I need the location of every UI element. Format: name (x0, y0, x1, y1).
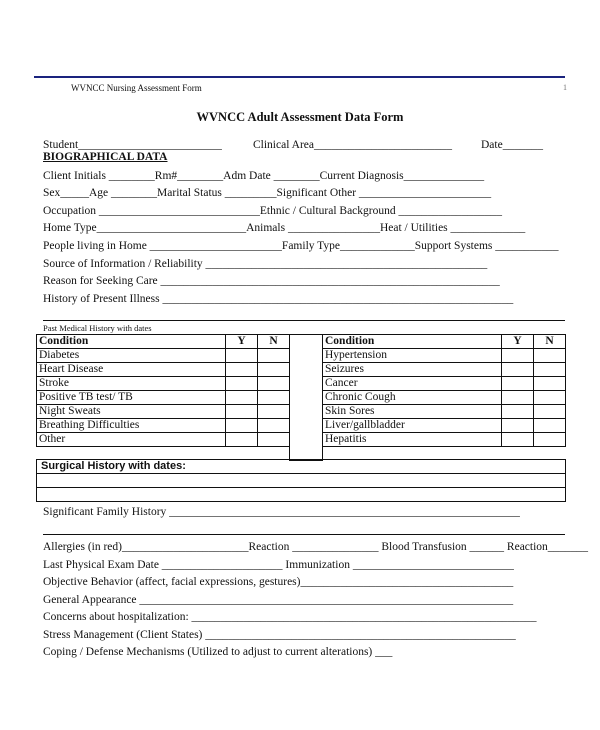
condition-cell: Stroke (37, 377, 226, 391)
medical-history-table-divider (289, 334, 323, 461)
n-checkbox[interactable] (258, 363, 290, 377)
y-checkbox[interactable] (502, 363, 534, 377)
table-row (37, 349, 290, 363)
table-row (323, 433, 566, 447)
table-row (37, 363, 290, 377)
home-type-row[interactable]: Home Type__________________________Animals ________________Heat / Utilities _____________ (43, 222, 526, 234)
y-checkbox[interactable] (502, 433, 534, 447)
surgical-history-table (36, 459, 566, 502)
table-row (37, 391, 290, 405)
surgical-history-label: Surgical History with dates: (37, 460, 566, 474)
table-row (37, 488, 566, 502)
header-rule (34, 76, 565, 78)
table-row (323, 391, 566, 405)
condition-cell: Night Sweats (37, 405, 226, 419)
y-checkbox[interactable] (226, 433, 258, 447)
n-checkbox[interactable] (534, 433, 566, 447)
n-checkbox[interactable] (534, 363, 566, 377)
coping-row[interactable]: Coping / Defense Mechanisms (Utilized to adjust to current alterations) ___ (43, 646, 393, 658)
clinical-area-field[interactable]: Clinical Area________________________ (253, 139, 452, 151)
table-row (37, 474, 566, 488)
illness-blank-line (43, 320, 565, 321)
condition-cell: Liver/gallbladder (323, 419, 502, 433)
n-checkbox[interactable] (534, 405, 566, 419)
table-row (323, 405, 566, 419)
last-exam-row[interactable]: Last Physical Exam Date _____________________ Immunization ____________________________ (43, 559, 514, 571)
y-checkbox[interactable] (226, 377, 258, 391)
n-checkbox[interactable] (258, 405, 290, 419)
sex-age-row[interactable]: Sex_____Age ________Marital Status _________Significant Other _______________________ (43, 187, 492, 199)
y-checkbox[interactable] (502, 391, 534, 405)
concerns-row[interactable]: Concerns about hospitalization: ____________________________________________________________ (43, 611, 537, 623)
condition-cell: Heart Disease (37, 363, 226, 377)
condition-cell: Other (37, 433, 226, 447)
condition-cell: Hepatitis (323, 433, 502, 447)
condition-cell: Positive TB test/ TB (37, 391, 226, 405)
condition-header: Condition (37, 335, 226, 349)
y-checkbox[interactable] (226, 419, 258, 433)
table-row (323, 363, 566, 377)
source-info-row[interactable]: Source of Information / Reliability _________________________________________________ (43, 258, 488, 270)
table-header-row (323, 335, 566, 349)
occupation-row[interactable]: Occupation ____________________________Ethnic / Cultural Background __________________ (43, 205, 502, 217)
condition-cell: Chronic Cough (323, 391, 502, 405)
people-living-row[interactable]: People living in Home _______________________Family Type_____________Support Systems ___________ (43, 240, 559, 252)
y-checkbox[interactable] (502, 349, 534, 363)
reason-care-row[interactable]: Reason for Seeking Care ___________________________________________________________ (43, 275, 500, 287)
condition-cell: Cancer (323, 377, 502, 391)
surgical-entry-cell[interactable] (37, 488, 566, 502)
condition-cell: Diabetes (37, 349, 226, 363)
family-history-blank-line (43, 534, 565, 535)
y-checkbox[interactable] (226, 405, 258, 419)
table-header-row (37, 335, 290, 349)
condition-cell: Seizures (323, 363, 502, 377)
family-history-row[interactable]: Significant Family History _____________________________________________________________ (43, 506, 520, 518)
medical-history-table-left (36, 334, 290, 447)
n-checkbox[interactable] (534, 419, 566, 433)
y-checkbox[interactable] (226, 363, 258, 377)
biographical-heading: BIOGRAPHICAL DATA (43, 151, 168, 163)
y-checkbox[interactable] (502, 405, 534, 419)
form-title: WVNCC Adult Assessment Data Form (196, 110, 404, 124)
general-appearance-row[interactable]: General Appearance _________________________________________________________________ (43, 594, 514, 606)
n-checkbox[interactable] (258, 349, 290, 363)
n-checkbox[interactable] (534, 391, 566, 405)
table-row (37, 405, 290, 419)
condition-cell: Skin Sores (323, 405, 502, 419)
n-checkbox[interactable] (258, 419, 290, 433)
table-divider-cell (290, 335, 323, 461)
table-row (37, 377, 290, 391)
allergies-row[interactable]: Allergies (in red)______________________Reaction _______________ Blood Transfusion ______ Reaction_______ (43, 541, 589, 553)
present-illness-row[interactable]: History of Present Illness _____________________________________________________________ (43, 293, 514, 305)
objective-behavior-row[interactable]: Objective Behavior (affect, facial expressions, gestures)_____________________________________ (43, 576, 514, 588)
condition-cell: Breathing Difficulties (37, 419, 226, 433)
table-row (323, 349, 566, 363)
stress-management-row[interactable]: Stress Management (Client States) ______________________________________________________ (43, 629, 516, 641)
surgical-entry-cell[interactable] (37, 474, 566, 488)
table-row (323, 419, 566, 433)
medical-history-table-right (322, 334, 566, 447)
table-row (37, 433, 290, 447)
n-checkbox[interactable] (534, 377, 566, 391)
n-header: N (258, 335, 290, 349)
y-checkbox[interactable] (226, 391, 258, 405)
client-initials-row[interactable]: Client Initials ________Rm#________Adm Date ________Current Diagnosis______________ (43, 170, 485, 182)
pmh-label: Past Medical History with dates (43, 323, 152, 333)
n-checkbox[interactable] (258, 377, 290, 391)
date-field[interactable]: Date_______ (481, 139, 543, 151)
table-row (323, 377, 566, 391)
table-row (37, 460, 566, 474)
student-field[interactable]: Student_________________________ (43, 139, 222, 151)
y-checkbox[interactable] (502, 377, 534, 391)
n-header: N (534, 335, 566, 349)
n-checkbox[interactable] (534, 349, 566, 363)
condition-cell: Hypertension (323, 349, 502, 363)
y-checkbox[interactable] (502, 419, 534, 433)
header-corner-mark: 1 (563, 83, 567, 92)
condition-header: Condition (323, 335, 502, 349)
n-checkbox[interactable] (258, 391, 290, 405)
header-label: WVNCC Nursing Assessment Form (71, 83, 202, 93)
y-header: Y (226, 335, 258, 349)
y-checkbox[interactable] (226, 349, 258, 363)
table-row (37, 419, 290, 433)
y-header: Y (502, 335, 534, 349)
n-checkbox[interactable] (258, 433, 290, 447)
